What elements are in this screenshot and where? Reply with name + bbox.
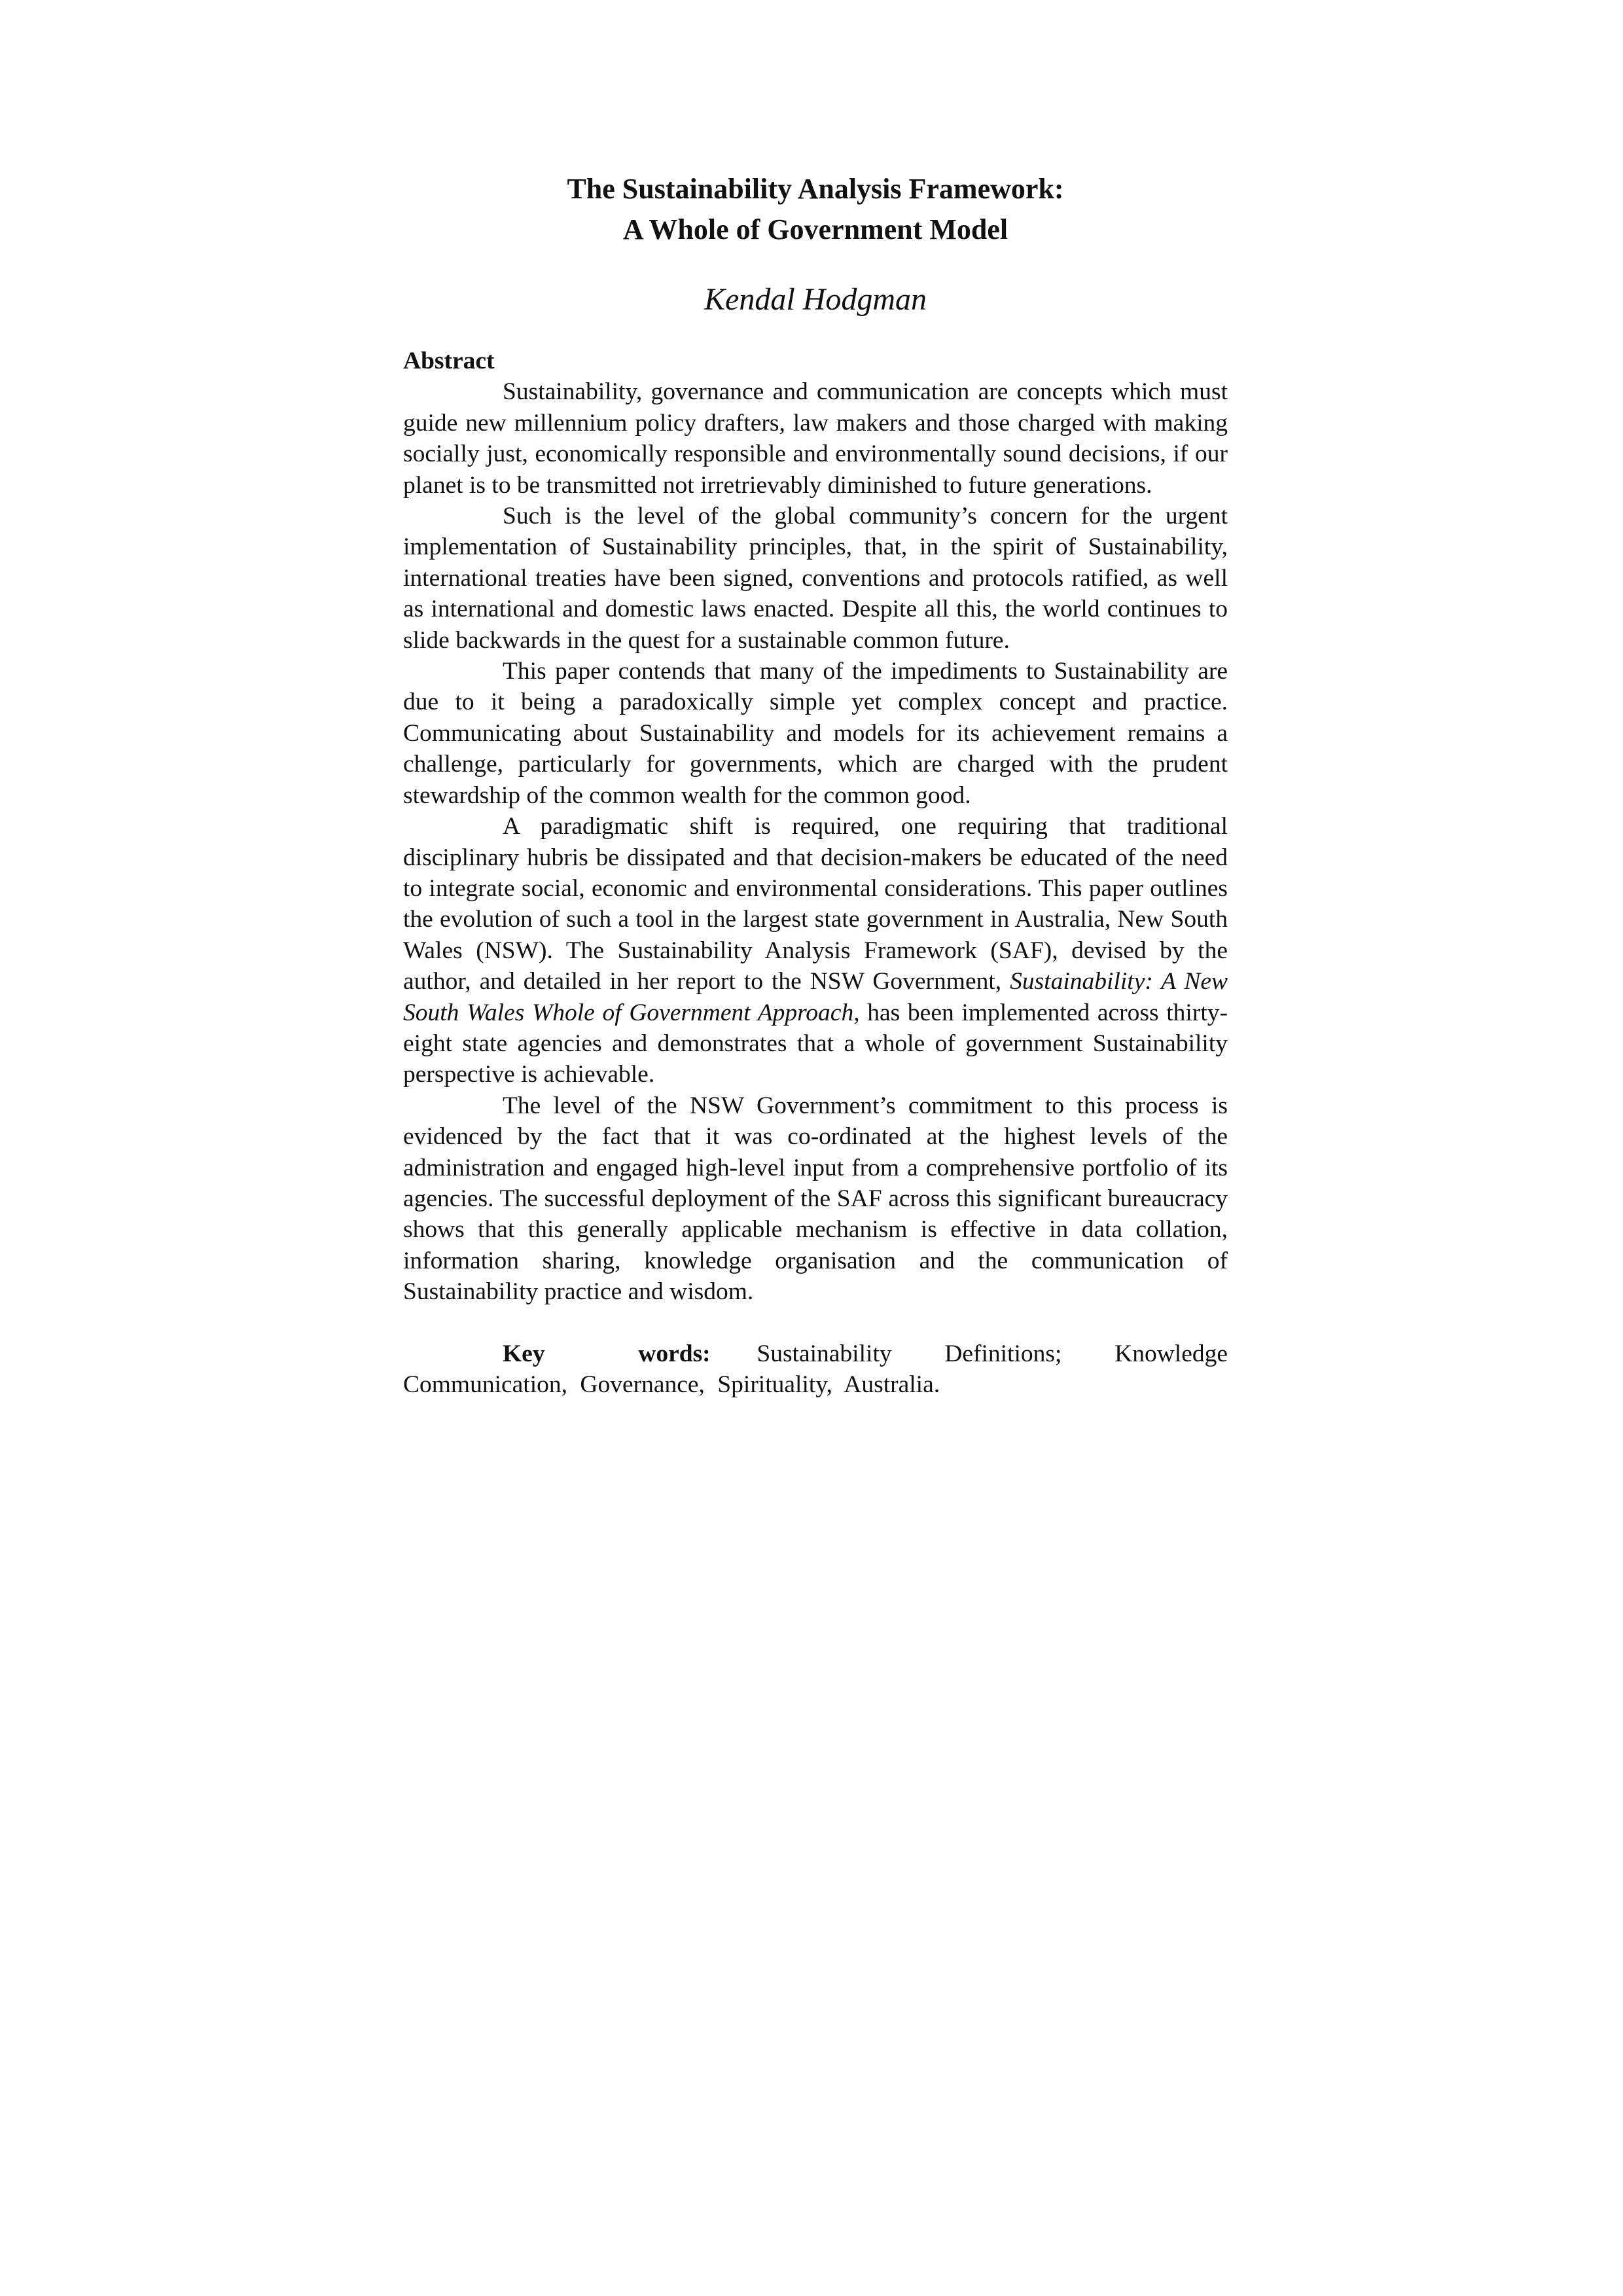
paragraph-4-text-start: A paradigmatic shift is required, one requiring that traditional disciplinary hubris be dissipated and that decision-makers be educated of the need to integrate social, economic and environmental considerations. This paper outlines the evolution of such a tool in the largest state government in Australia, New South Wales (NSW). The Sustainability Analysis Framework (SAF), devised by the author, and detailed in her report to the NSW Government,	[403, 813, 1228, 996]
abstract-heading: Abstract	[403, 348, 495, 374]
abstract-paragraph-2: Such is the level of the global community’s concern for the urgent implementation of Sustainability principles, that, in the spirit of Sustainability, international treaties have been signed, conventions and protocols ratified, as well as international and domestic laws enacted. Despite all this, the world continues to slide backwards in the quest for a sustainable common future.	[403, 503, 1228, 654]
keywords-text: Sustainability Definitions; Knowledge Communication, Governance, Spirituality, Australia.	[403, 1340, 1228, 1398]
keywords-label: Key words:	[503, 1340, 711, 1367]
abstract-paragraph-3: This paper contends that many of the impediments to Sustainability are due to it being a paradoxically simple yet complex concept and practice. Communicating about Sustainability and models for its achievement remains a challenge, particularly for governments, which are charged with the prudent stewardship of the common wealth for the common good.	[403, 658, 1228, 809]
report-title: Sustainability: A New South Wales Whole of Government Approach	[403, 968, 1228, 1026]
title-line-1: The Sustainability Analysis Framework:	[567, 173, 1064, 205]
abstract-paragraph-5: The level of the NSW Government’s commitment to this process is evidenced by the fact that it was co-ordinated at the highest levels of the administration and engaged high-level input from a comprehensive portfolio of its agencies. The successful deployment of the SAF across this significant bureaucracy shows that this generally applicable mechanism is effective in data collation, information sharing, knowledge organisation and the communication of Sustainability practice and wisdom.	[403, 1092, 1228, 1306]
title-line-2: A Whole of Government Model	[622, 213, 1008, 245]
paper-title	[403, 169, 1228, 250]
abstract-section	[403, 346, 1228, 1400]
keywords	[403, 1338, 1228, 1401]
abstract-paragraph-1: Sustainability, governance and communication are concepts which must guide new millennium policy drafters, law makers and those charged with making socially just, economically responsible and environmentally sound decisions, if our planet is to be transmitted not irretrievably diminished to future generations.	[403, 378, 1228, 499]
abstract-paragraph-4	[403, 811, 1228, 1090]
author-name: Kendal Hodgman	[704, 282, 927, 317]
paragraph-4-text-end: , has been implemented across thirty-eight state agencies and demonstrates that a whole of government Sustainability perspective is achievable.	[403, 999, 1228, 1088]
